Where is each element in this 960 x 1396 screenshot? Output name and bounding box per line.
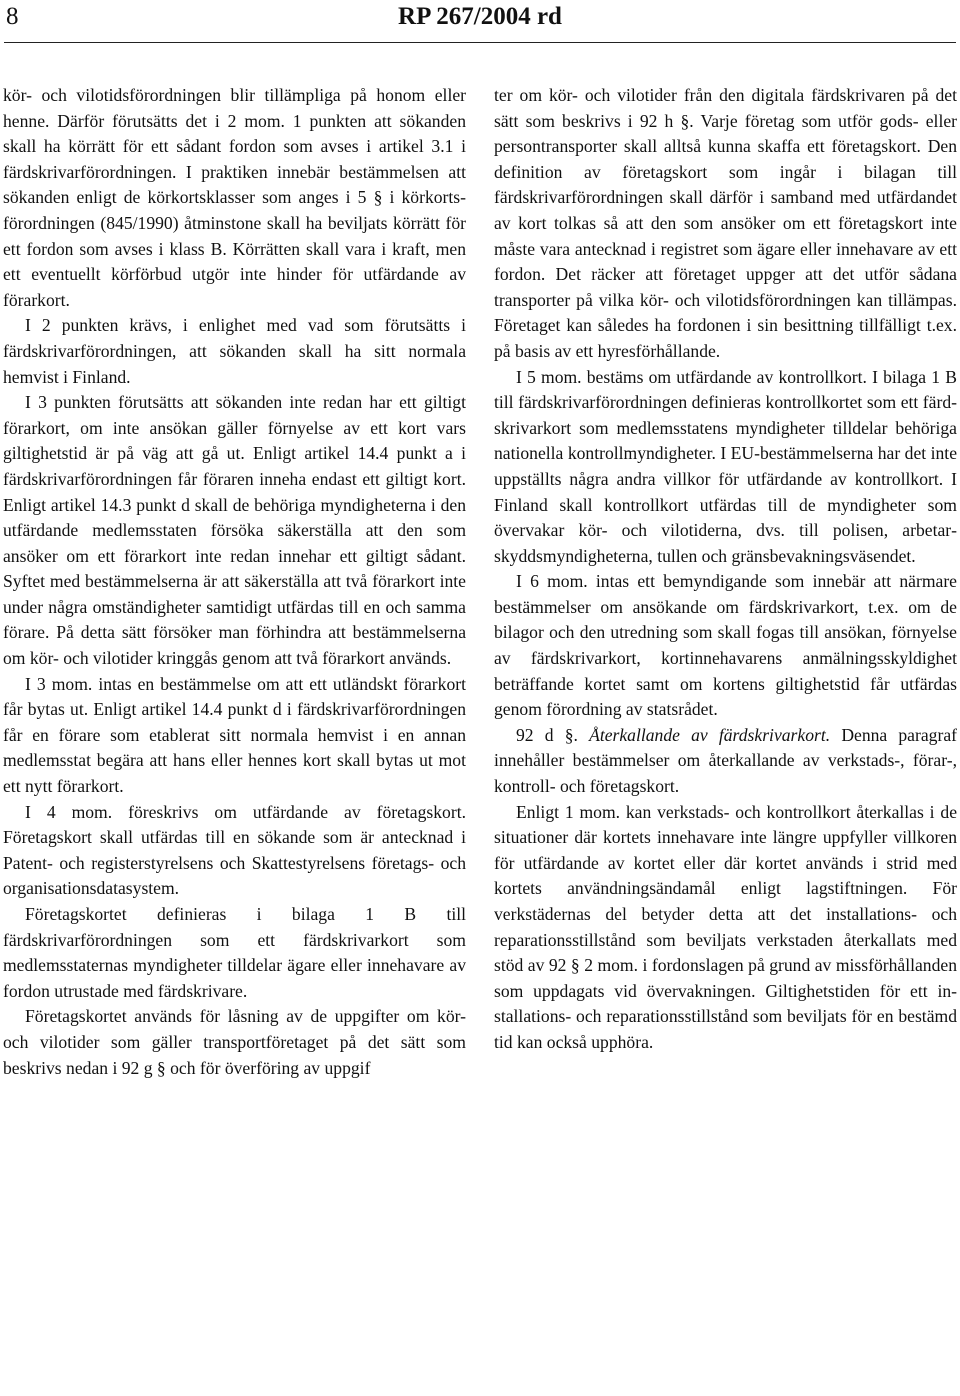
section-92d <box>494 723 957 800</box>
paragraph: I 2 punkten krävs, i enlighet med vad som förutsätts i färdskrivarförordningen, att sökanden skall ha sitt normala hemvist i Finland. <box>3 315 466 387</box>
paragraph: kör- och vilotidsförordningen blir tillämpliga på honom eller henne. Därför förutsätts det i 2 mom. 1 punkten att sökanden skall ha körrätt för ett sådant fordon som avses i artikel 3.1 i färdskrivarförordningen. I praktiken innebär bestämmelsen att sökanden enligt de körkortsklasser som anges i 5 § i körkortsförordningen (845/1990) åtminstone skall ha beviljats körrätt för ett fordon som avses i klass B. Körrätten skall vara i kraft, men ett eventuellt körförbud utgör inte hinder för utfärdande av förarkort. <box>3 85 466 310</box>
paragraph: ter om kör- och vilotider från den digitala färdskrivaren på det sätt som beskrivs i 92 h §. Varje företag som utför gods- eller persontransporter skall alltså kunna skaffa ett företagskort. Den definition av företagskort som ingår i bilagan till färdskrivarförordningen skall därför i samband med utfärdandet av kort tolkas så att den som ansöker om ett företagskort inte måste vara antecknad i registret som ägare eller innehavare av ett fordon. Det räcker att företaget uppger att det utför sådana transporter på vilka kör- och vilotidsförordningen kan tillämpas. Företaget kan således ha fordonen i sin besittning tillfälligt t.ex. på basis av ett hyresförhållande. <box>494 85 957 361</box>
section-title: Återkallande av färdskrivarkort. <box>589 724 831 745</box>
left-column <box>3 83 466 1081</box>
paragraph: I 3 mom. intas en bestämmelse om att ett utländskt förarkort får bytas ut. Enligt artikel 14.4 punkt d i färdskrivarförordningen får en förare som etablerat sitt normala hemvist i en annan medlemsstat begära att hans eller hennes kort skall bytas ut mot ett nytt förarkort. <box>3 673 466 797</box>
document-id: RP 267/2004 rd <box>398 3 562 30</box>
page-number: 8 <box>6 3 19 30</box>
section-intro: Denna paragraf innehåller bestämmelser om återkallande av verkstads-, förar-, kontroll- och företagskort. <box>494 724 957 797</box>
header-divider <box>4 42 956 43</box>
paragraph: Enligt 1 mom. kan verkstads- och kontrollkort återkallas i de situationer där kortets innehavare inte längre uppfyller villkoren för utfärdande av kortet eller där kortet används i strid med kortets användningsändamål enligt lagstiftningen. För verkstädernas del betyder detta att det installations- och reparationsstillstånd som beviljats verkstaden återkallats med stöd av 92 § 2 mom. i fordonslagen på grund av missförhållanden som uppdagats vid övervakningen. Giltighetstiden för ett installations- och reparationsstillstånd som beviljats för en bestämd tid kan också upphöra. <box>494 801 957 1052</box>
page-header <box>0 0 960 46</box>
right-column <box>494 83 957 1056</box>
paragraph: I 4 mom. föreskrivs om utfärdande av företagskort. Företagskort skall utfärdas till en sökande som är antecknad i Patent- och registerstyrelsens och Skattestyrelsens företags- och organisationsdatasystem. <box>3 801 466 899</box>
paragraph: I 5 mom. bestäms om utfärdande av kontrollkort. I bilaga 1 B till färdskrivarförordningen definieras kontrollkortet som ett färdskrivarkort som medlemsstatens myndigheter tilldelar behöriga nationella kontrollmyndigheter. I EU-bestämmelserna har det inte uppställts några andra villkor för utfärdande av kontrollkort. I Finland skall kontrollkort utfärdas till de myndigheter som övervakar kör- och vilotiderna, dvs. till polisen, arbetarskyddsmyndigheterna, tullen och gränsbevakningsväsendet. <box>494 366 957 566</box>
paragraph: Företagskortet används för låsning av de uppgifter om kör- och vilotider som gäller transportföretaget på det sätt som beskrivs nedan i 92 g § och för överföring av uppgif <box>3 1006 466 1078</box>
paragraph: I 6 mom. intas ett bemyndigande som innebär att närmare bestämmelser om ansökande om färdskrivarkort, t.ex. om de bilagor och den utredning som skall fogas till ansökan, förnyelse av färdskrivarkort, kortinnehavarens anmälningsskyldighet beträffande kortet samt om kortens giltighetstid får utfärdas genom förordning av statsrådet. <box>494 571 957 720</box>
section-number: 92 d §. <box>516 724 578 745</box>
paragraph: Företagskortet definieras i bilaga 1 B till färdskrivarförordningen som ett färdskrivarkort som medlemsstaternas myndigheter tilldelar ägare eller innehavare av fordon utrustade med färdskrivare. <box>3 904 466 1001</box>
paragraph: I 3 punkten förutsätts att sökanden inte redan har ett giltigt förarkort, om inte ansökan gäller förnyelse av ett kort vars giltighetstid är på väg att gå ut. Enligt artikel 14.4 punkt a i färdskrivarförordningen får föraren inneha endast ett giltigt kort. Enligt artikel 14.3 punkt d skall de behöriga myndigheterna i den utfärdande medlemsstaten försöka säkerställa att den som ansöker om ett förarkort inte redan innehar ett giltigt sådant. Syftet med bestämmelserna är att säkerställa att två förarkort inte under några omständigheter samtidigt utfärdas till en och samma förare. På detta sätt försöker man förhindra att bestämmelserna om kör- och vilotider kringgås genom att två förarkort används. <box>3 392 466 669</box>
